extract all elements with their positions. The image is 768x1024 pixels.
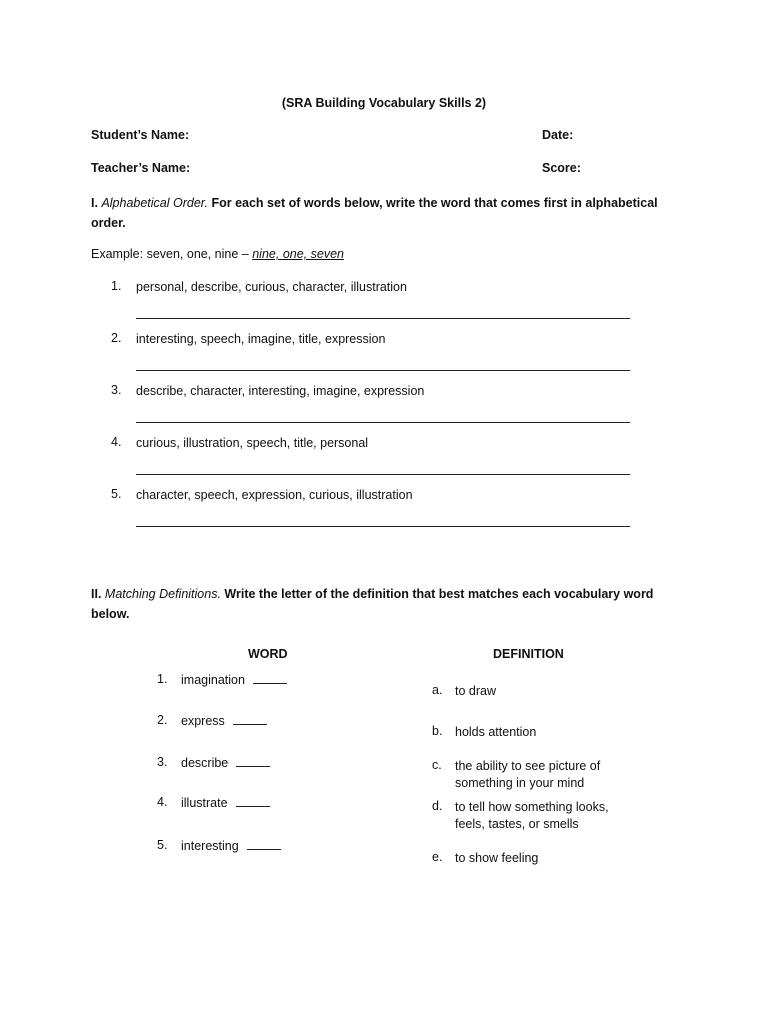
word-column-header: WORD — [248, 647, 288, 661]
section2-instruction: Write the letter of the definition that best matches each vocabulary word below. — [91, 587, 654, 621]
student-name-label: Student’s Name: — [91, 128, 190, 142]
definition-text: the ability to see picture of something in your mind — [455, 759, 601, 790]
item-number: 4. — [111, 435, 122, 449]
definition-text: holds attention — [455, 725, 537, 739]
date-label: Date: — [542, 128, 574, 142]
item-words: personal, describe, curious, character, illustration — [136, 280, 407, 294]
word-text-row — [181, 838, 281, 854]
word-number: 4. — [157, 795, 168, 809]
word-number: 3. — [157, 755, 168, 769]
item-number: 2. — [111, 331, 122, 345]
item-words: describe, character, interesting, imagine, expression — [136, 384, 425, 398]
score-label: Score: — [542, 161, 581, 175]
definition-letter: a. — [432, 683, 443, 697]
definition-text: to tell how something looks, feels, tastes, or smells — [455, 800, 609, 831]
word-number: 1. — [157, 672, 168, 686]
word-text-row — [181, 755, 270, 771]
word-number: 5. — [157, 838, 168, 852]
definition-letter: c. — [432, 758, 442, 772]
teacher-name-label: Teacher’s Name: — [91, 161, 191, 175]
worksheet-title: (SRA Building Vocabulary Skills 2) — [281, 96, 487, 110]
item-number: 5. — [111, 487, 122, 501]
section1-heading: Alphabetical Order. — [101, 196, 208, 210]
answer-blank[interactable] — [253, 682, 287, 684]
item-number: 3. — [111, 383, 122, 397]
definition-column-header: DEFINITION — [493, 647, 564, 661]
section1-intro — [91, 193, 671, 233]
item-words: curious, illustration, speech, title, personal — [136, 436, 369, 450]
item-words: character, speech, expression, curious, illustration — [136, 488, 413, 502]
section1-example — [91, 246, 344, 262]
example-answer: nine, one, seven — [252, 247, 344, 261]
word-text: interesting — [181, 839, 239, 853]
item-number: 1. — [111, 279, 122, 293]
section2-intro — [91, 584, 671, 624]
definition-letter: d. — [432, 799, 443, 813]
example-prefix: Example: seven, one, nine – — [91, 247, 249, 261]
word-text: imagination — [181, 673, 245, 687]
answer-line[interactable] — [136, 526, 630, 527]
section1-roman: I. — [91, 196, 98, 210]
definition-letter: e. — [432, 850, 443, 864]
word-number: 2. — [157, 713, 168, 727]
item-words: interesting, speech, imagine, title, expression — [136, 332, 386, 346]
word-text-row — [181, 672, 287, 688]
answer-blank[interactable] — [236, 805, 270, 807]
definition-text: to show feeling — [455, 851, 539, 865]
answer-line[interactable] — [136, 474, 630, 475]
word-text: describe — [181, 756, 229, 770]
answer-blank[interactable] — [233, 723, 267, 725]
word-text: express — [181, 714, 225, 728]
word-text-row — [181, 713, 267, 729]
section1-instruction: For each set of words below, write the word that comes first in alphabetical order. — [91, 196, 658, 230]
section2-heading: Matching Definitions. — [104, 587, 221, 601]
section2-roman: II. — [91, 587, 102, 601]
word-text: illustrate — [181, 796, 228, 810]
definition-letter: b. — [432, 724, 443, 738]
answer-blank[interactable] — [236, 765, 270, 767]
definition-text: to draw — [455, 684, 496, 698]
word-text-row — [181, 795, 270, 811]
answer-line[interactable] — [136, 370, 630, 371]
answer-line[interactable] — [136, 422, 630, 423]
answer-blank[interactable] — [247, 848, 281, 850]
answer-line[interactable] — [136, 318, 630, 319]
